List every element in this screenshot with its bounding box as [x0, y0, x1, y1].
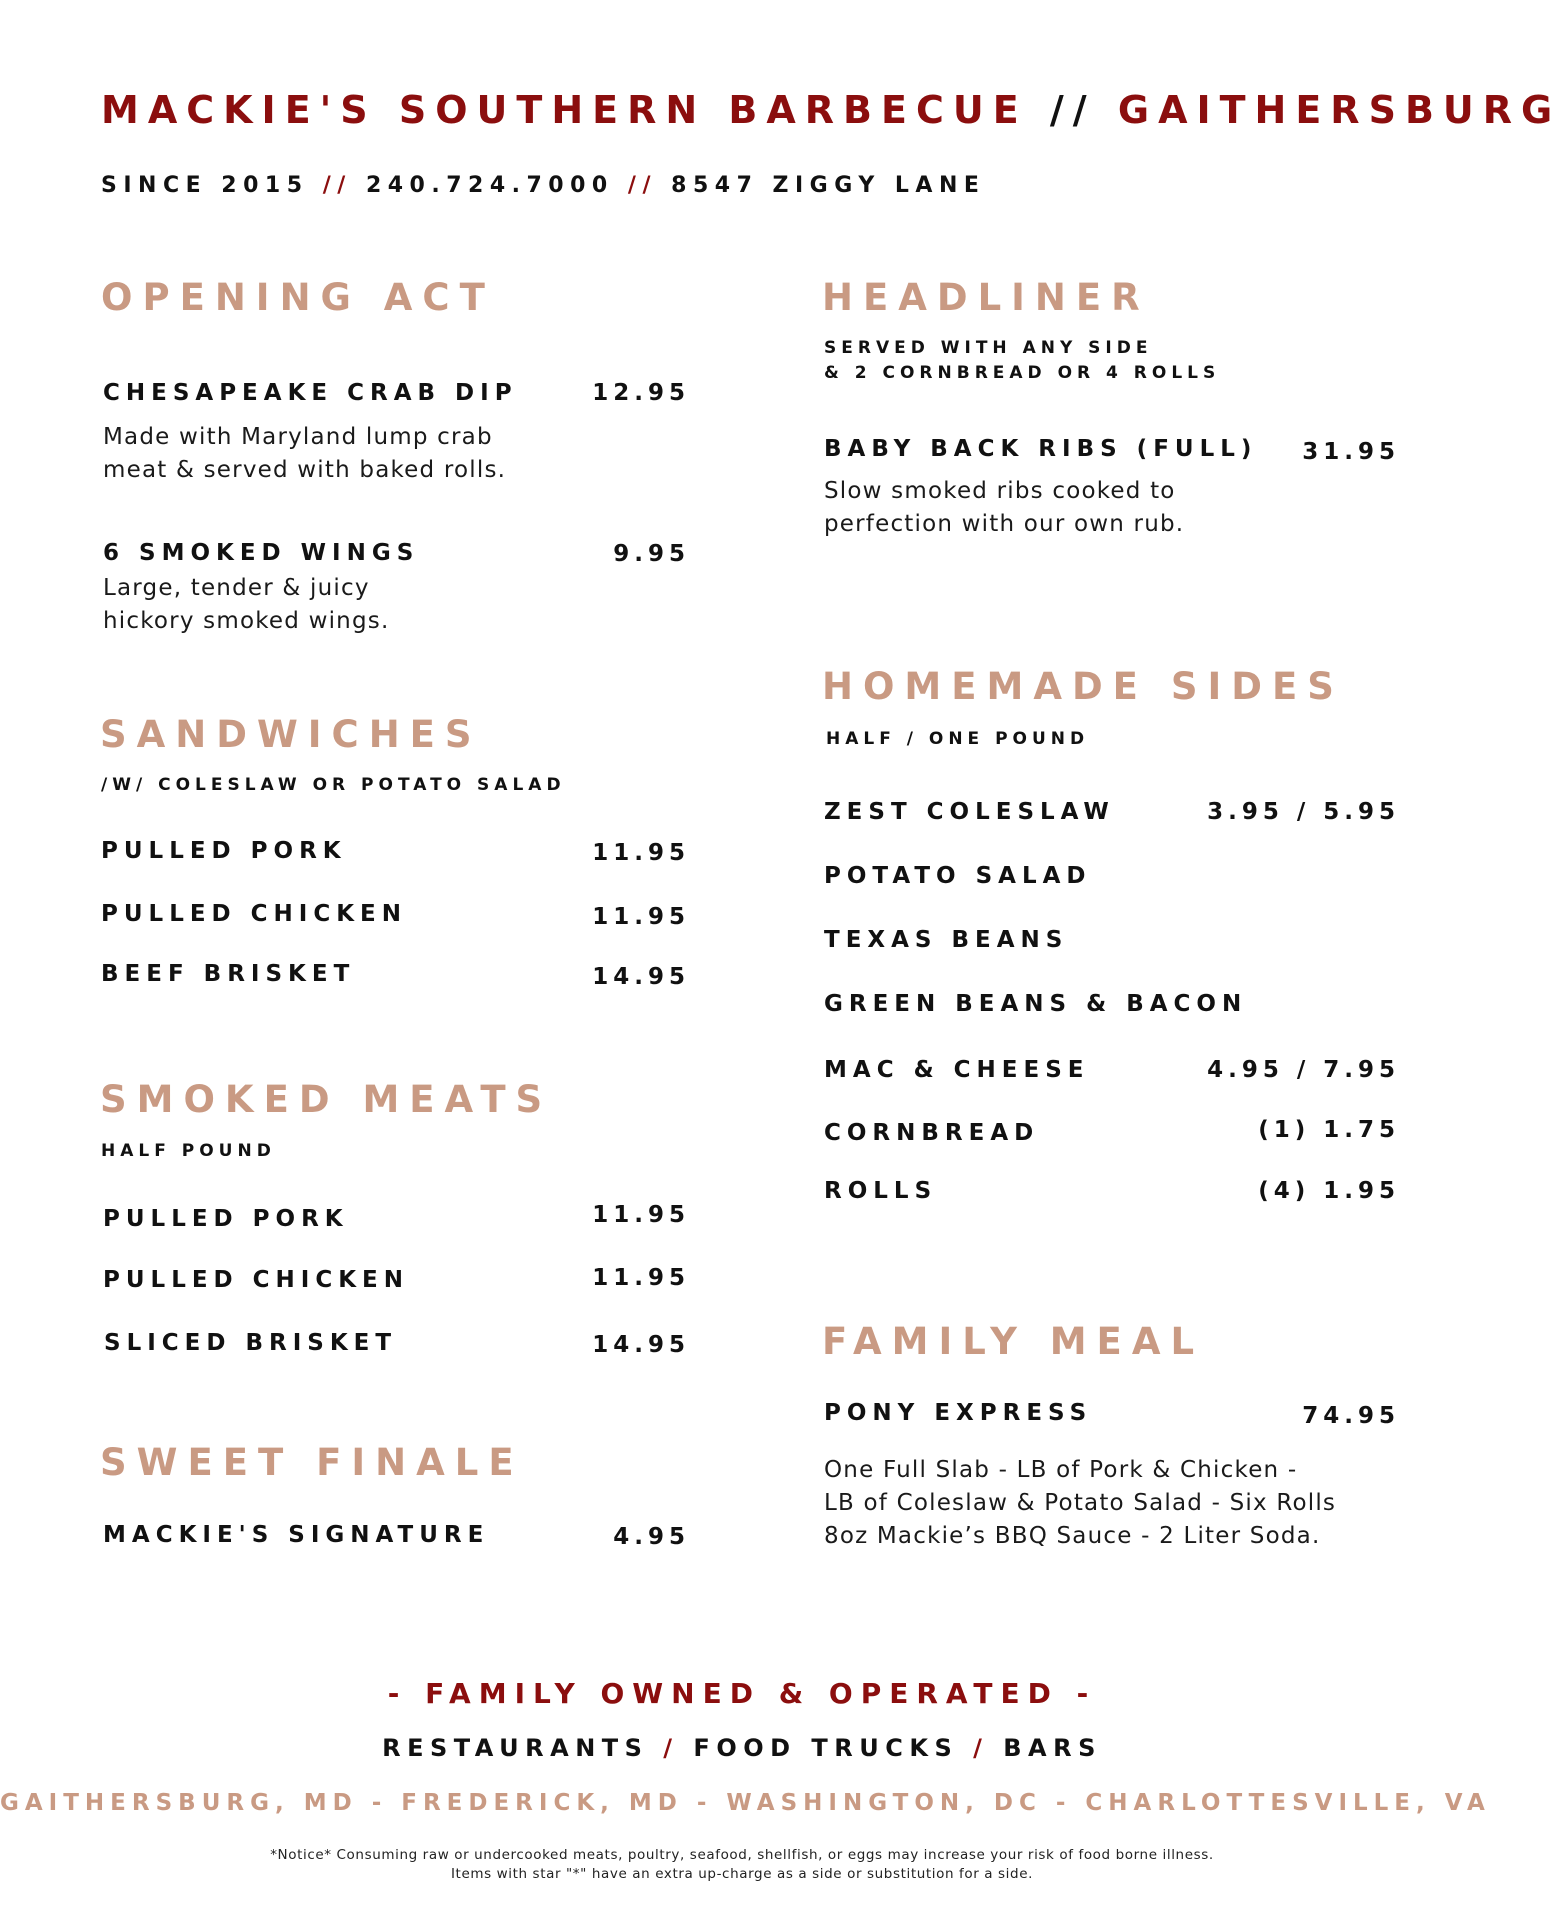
menu-item-name: GREEN BEANS & BACON	[824, 991, 1248, 1017]
menu-item-description	[824, 1454, 1384, 1553]
description-line: 8oz Mackie’s BBQ Sauce - 2 Liter Soda.	[824, 1523, 1321, 1549]
phone-number: 240.724.7000	[365, 173, 614, 198]
section-title-opening-act: OPENING ACT	[101, 276, 495, 319]
health-notice	[0, 1846, 1484, 1884]
section-title-family-meal: FAMILY MEAL	[822, 1320, 1205, 1363]
menu-item-description: Made with Maryland lump crab meat & served with baked rolls.	[103, 424, 507, 483]
menu-item-price: 11.95	[592, 1202, 690, 1228]
menu-item-name: PULLED CHICKEN	[103, 1267, 410, 1293]
business-separator: /	[973, 1734, 989, 1762]
menu-item-name: POTATO SALAD	[824, 863, 1092, 889]
menu-item-name: MAC & CHEESE	[824, 1057, 1090, 1083]
street-address: 8547 ZIGGY LANE	[671, 173, 986, 198]
section-subtitle: SERVED WITH ANY SIDE	[824, 338, 1153, 358]
section-subtitle: /W/ COLESLAW OR POTATO SALAD	[101, 775, 566, 795]
section-subtitle: HALF / ONE POUND	[826, 729, 1090, 749]
menu-item-name: PULLED PORK	[101, 838, 347, 864]
menu-item-name: CORNBREAD	[824, 1120, 1040, 1146]
menu-item-price: 11.95	[592, 1265, 690, 1291]
menu-item-name: ZEST COLESLAW	[824, 799, 1115, 825]
business-separator: /	[663, 1734, 679, 1762]
description-line: One Full Slab - LB of Pork & Chicken -	[824, 1457, 1298, 1483]
restaurant-location: GAITHERSBURG	[1117, 88, 1561, 132]
menu-item-price: 4.95 / 7.95	[1207, 1057, 1400, 1083]
contact-separator: //	[627, 173, 657, 198]
notice-line: Items with star "*" have an extra up-charge as a side or substitution for a side.	[450, 1866, 1034, 1882]
menu-item-price: 14.95	[592, 964, 690, 990]
business-type: RESTAURANTS	[382, 1734, 649, 1762]
menu-item-price: 3.95 / 5.95	[1207, 799, 1400, 825]
section-title-sweet-finale: SWEET FINALE	[100, 1441, 524, 1484]
menu-item-price: 14.95	[592, 1332, 690, 1358]
menu-item-name: BEEF BRISKET	[101, 961, 356, 987]
section-title-sandwiches: SANDWICHES	[100, 713, 482, 756]
section-subtitle: & 2 CORNBREAD OR 4 ROLLS	[824, 363, 1221, 383]
since-text: SINCE 2015	[101, 173, 309, 198]
menu-item-name: PULLED PORK	[103, 1206, 349, 1232]
section-title-smoked-meats: SMOKED MEATS	[100, 1078, 553, 1121]
description-line: LB of Coleslaw & Potato Salad - Six Rolls	[824, 1490, 1337, 1516]
business-types	[0, 1734, 1484, 1762]
restaurant-title	[101, 88, 1561, 132]
contact-line	[101, 173, 985, 198]
menu-item-price: 31.95	[1302, 439, 1400, 465]
menu-item-name: CHESAPEAKE CRAB DIP	[103, 380, 518, 406]
menu-item-name: SLICED BRISKET	[104, 1330, 398, 1356]
section-title-homemade-sides: HOMEMADE SIDES	[822, 665, 1344, 708]
menu-item-price: (4) 1.95	[1258, 1178, 1400, 1204]
menu-item-price: (1) 1.75	[1258, 1117, 1400, 1143]
menu-item-price: 4.95	[613, 1524, 690, 1550]
menu-item-name: BABY BACK RIBS (FULL)	[824, 436, 1258, 462]
menu-item-price: 9.95	[613, 541, 690, 567]
restaurant-name: MACKIE'S SOUTHERN BARBECUE	[101, 88, 1028, 132]
business-type: FOOD TRUCKS	[693, 1734, 959, 1762]
business-type: BARS	[1003, 1734, 1102, 1762]
section-title-headliner: HEADLINER	[822, 276, 1150, 319]
menu-item-price: 11.95	[592, 840, 690, 866]
menu-item-description: Large, tender & juicy hickory smoked wings.	[103, 575, 390, 634]
locations-list: GAITHERSBURG, MD - FREDERICK, MD - WASHINGTON, DC - CHARLOTTESVILLE, VA	[0, 1790, 1491, 1816]
notice-line: *Notice* Consuming raw or undercooked meats, poultry, seafood, shellfish, or eggs may increase your risk of food borne illness.	[270, 1847, 1214, 1863]
section-subtitle: HALF POUND	[101, 1141, 276, 1161]
menu-item-price: 74.95	[1302, 1403, 1400, 1429]
menu-item-name: ROLLS	[824, 1178, 938, 1204]
footer-tagline: - FAMILY OWNED & OPERATED -	[387, 1677, 1097, 1710]
menu-item-name: PULLED CHICKEN	[101, 901, 408, 927]
menu-item-name: 6 SMOKED WINGS	[103, 540, 420, 566]
contact-separator: //	[322, 173, 352, 198]
menu-item-price: 12.95	[592, 380, 690, 406]
title-separator: //	[1049, 88, 1096, 132]
menu-item-name: PONY EXPRESS	[824, 1400, 1093, 1426]
menu-item-description: Slow smoked ribs cooked to perfection with our own rub.	[824, 478, 1185, 537]
menu-item-price: 11.95	[592, 904, 690, 930]
menu-item-name: TEXAS BEANS	[824, 927, 1069, 953]
menu-item-name: MACKIE'S SIGNATURE	[103, 1522, 490, 1548]
